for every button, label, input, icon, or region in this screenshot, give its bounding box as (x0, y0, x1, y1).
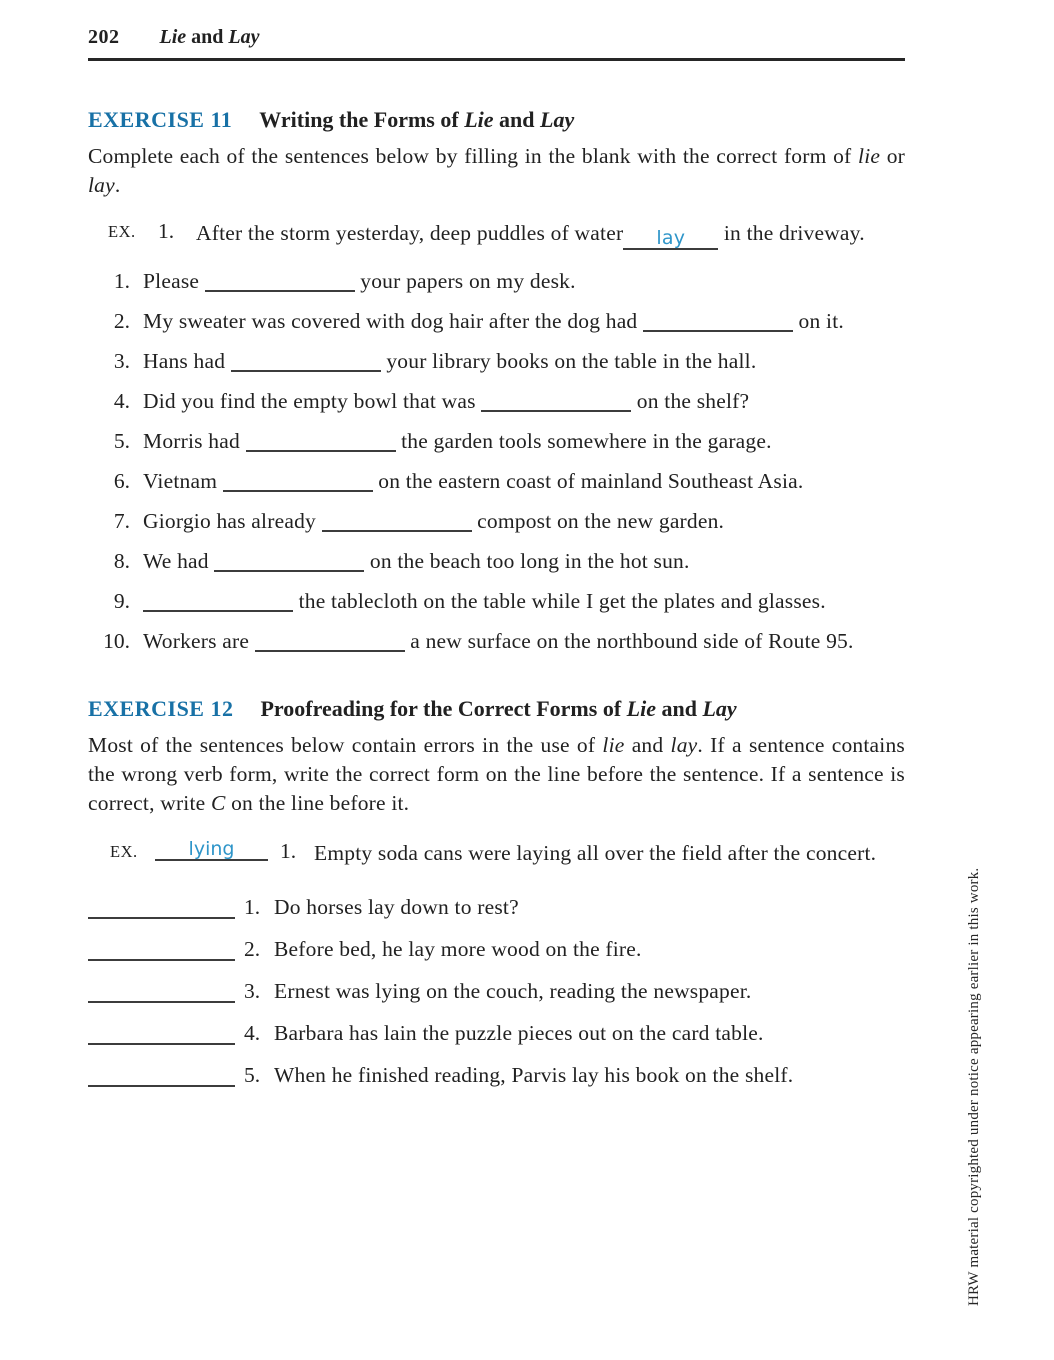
item-number: 3. (244, 979, 261, 1003)
example-marker: EX. (110, 842, 138, 861)
exercise-11-example (88, 219, 905, 250)
item-number: 7. (113, 509, 130, 533)
item-sentence: the tablecloth on the table while I get the plates and glasses. (143, 587, 905, 616)
answer-blank (643, 310, 793, 332)
exercise-item (88, 1019, 905, 1048)
answer-blank (88, 1065, 235, 1087)
item-number: 5. (244, 1063, 261, 1087)
answer-blank (88, 939, 235, 961)
exercise-item (88, 935, 905, 964)
item-number: 1. (244, 895, 261, 919)
answer-blank (88, 1023, 235, 1045)
exercise-item (88, 587, 905, 616)
answer-blank (255, 630, 405, 652)
item-sentence: My sweater was covered with dog hair after the dog had on it. (143, 309, 844, 333)
item-number: 6. (113, 469, 130, 493)
item-sentence: When he finished reading, Parvis lay his book on the shelf. (274, 1063, 794, 1087)
answer-blank (143, 590, 293, 612)
exercise-item (88, 893, 905, 922)
item-number: 5. (113, 429, 130, 453)
exercise-item (88, 507, 905, 536)
exercise-11-instructions: Complete each of the sentences below by filling in the blank with the correct form of lie or lay. (88, 144, 905, 197)
exercise-item (88, 467, 905, 496)
page-number: 202 (88, 26, 120, 48)
exercise-12-label: EXERCISE 12 (88, 696, 234, 721)
exercise-11-heading (88, 107, 905, 133)
chapter-title: Lie and Lay (159, 26, 260, 48)
item-sentence: Vietnam on the eastern coast of mainland Southeast Asia. (143, 469, 804, 493)
answer-blank: lay (623, 228, 718, 250)
exercise-item (88, 427, 905, 456)
answer-blank (223, 470, 373, 492)
answer-blank (231, 350, 381, 372)
exercise-item (88, 387, 905, 416)
item-sentence: Morris had the garden tools somewhere in the garage. (143, 429, 772, 453)
answer-blank (88, 981, 235, 1003)
exercise-12-instructions: Most of the sentences below contain errors in the use of lie and lay. If a sentence contains the wrong verb form, write the correct form on the line before the sentence. If a sentence is correct, write C on the line before it. (88, 733, 905, 815)
exercise-item (88, 977, 905, 1006)
item-number: 1. (158, 219, 175, 243)
item-sentence: Do horses lay down to rest? (274, 895, 519, 919)
item-sentence: Did you find the empty bowl that was on the shelf? (143, 389, 750, 413)
item-number: 4. (113, 389, 130, 413)
exercise-item (88, 627, 905, 656)
example-marker: EX. (108, 222, 136, 241)
answer-blank (481, 390, 631, 412)
item-sentence: Workers are a new surface on the northbound side of Route 95. (143, 629, 854, 653)
item-number: 1. (113, 269, 130, 293)
exercise-item (88, 1061, 905, 1090)
item-number: 8. (113, 549, 130, 573)
exercise-item (88, 547, 905, 576)
exercise-item (88, 267, 905, 296)
exercise-item (88, 307, 905, 336)
item-sentence: Please your papers on my desk. (143, 269, 576, 293)
answer-blank (322, 510, 472, 532)
running-head (88, 26, 905, 61)
answer-blank (246, 430, 396, 452)
exercise-11-title: Writing the Forms of Lie and Lay (259, 107, 575, 132)
item-sentence: Hans had your library books on the table in the hall. (143, 349, 757, 373)
item-number: 2. (113, 309, 130, 333)
exercise11-items (88, 267, 905, 656)
item-number: 3. (113, 349, 130, 373)
item-sentence: We had on the beach too long in the hot sun. (143, 549, 690, 573)
example-sentence: Empty soda cans were laying all over the field after the concert. (314, 841, 877, 865)
answer-blank: lying (155, 839, 268, 861)
answer-blank (205, 270, 355, 292)
exercise-12-title: Proofreading for the Correct Forms of Lie and Lay (260, 696, 737, 721)
exercise-item (88, 347, 905, 376)
item-number: 9. (113, 589, 130, 613)
exercise-12-section (88, 696, 905, 1090)
item-sentence: Giorgio has already compost on the new garden. (143, 509, 725, 533)
item-number: 1. (280, 839, 297, 863)
item-sentence: Before bed, he lay more wood on the fire. (274, 937, 642, 961)
item-number: 10. (103, 629, 130, 653)
exercise-11-section (88, 107, 905, 656)
answer-blank (88, 897, 235, 919)
exercise-12-example (88, 839, 905, 868)
item-sentence: Barbara has lain the puzzle pieces out on the card table. (274, 1021, 764, 1045)
item-number: 2. (244, 937, 261, 961)
item-sentence: Ernest was lying on the couch, reading the newspaper. (274, 979, 752, 1003)
exercise-12-heading (88, 696, 905, 722)
exercise-11-label: EXERCISE 11 (88, 107, 233, 132)
exercise12-items (88, 893, 905, 1090)
item-number: 4. (244, 1021, 261, 1045)
example-sentence: After the storm yesterday, deep puddles of water lay in the driveway. (196, 221, 865, 249)
copyright-notice: HRW material copyrighted under notice appearing earlier in this work. (966, 867, 982, 1306)
answer-blank (214, 550, 364, 572)
